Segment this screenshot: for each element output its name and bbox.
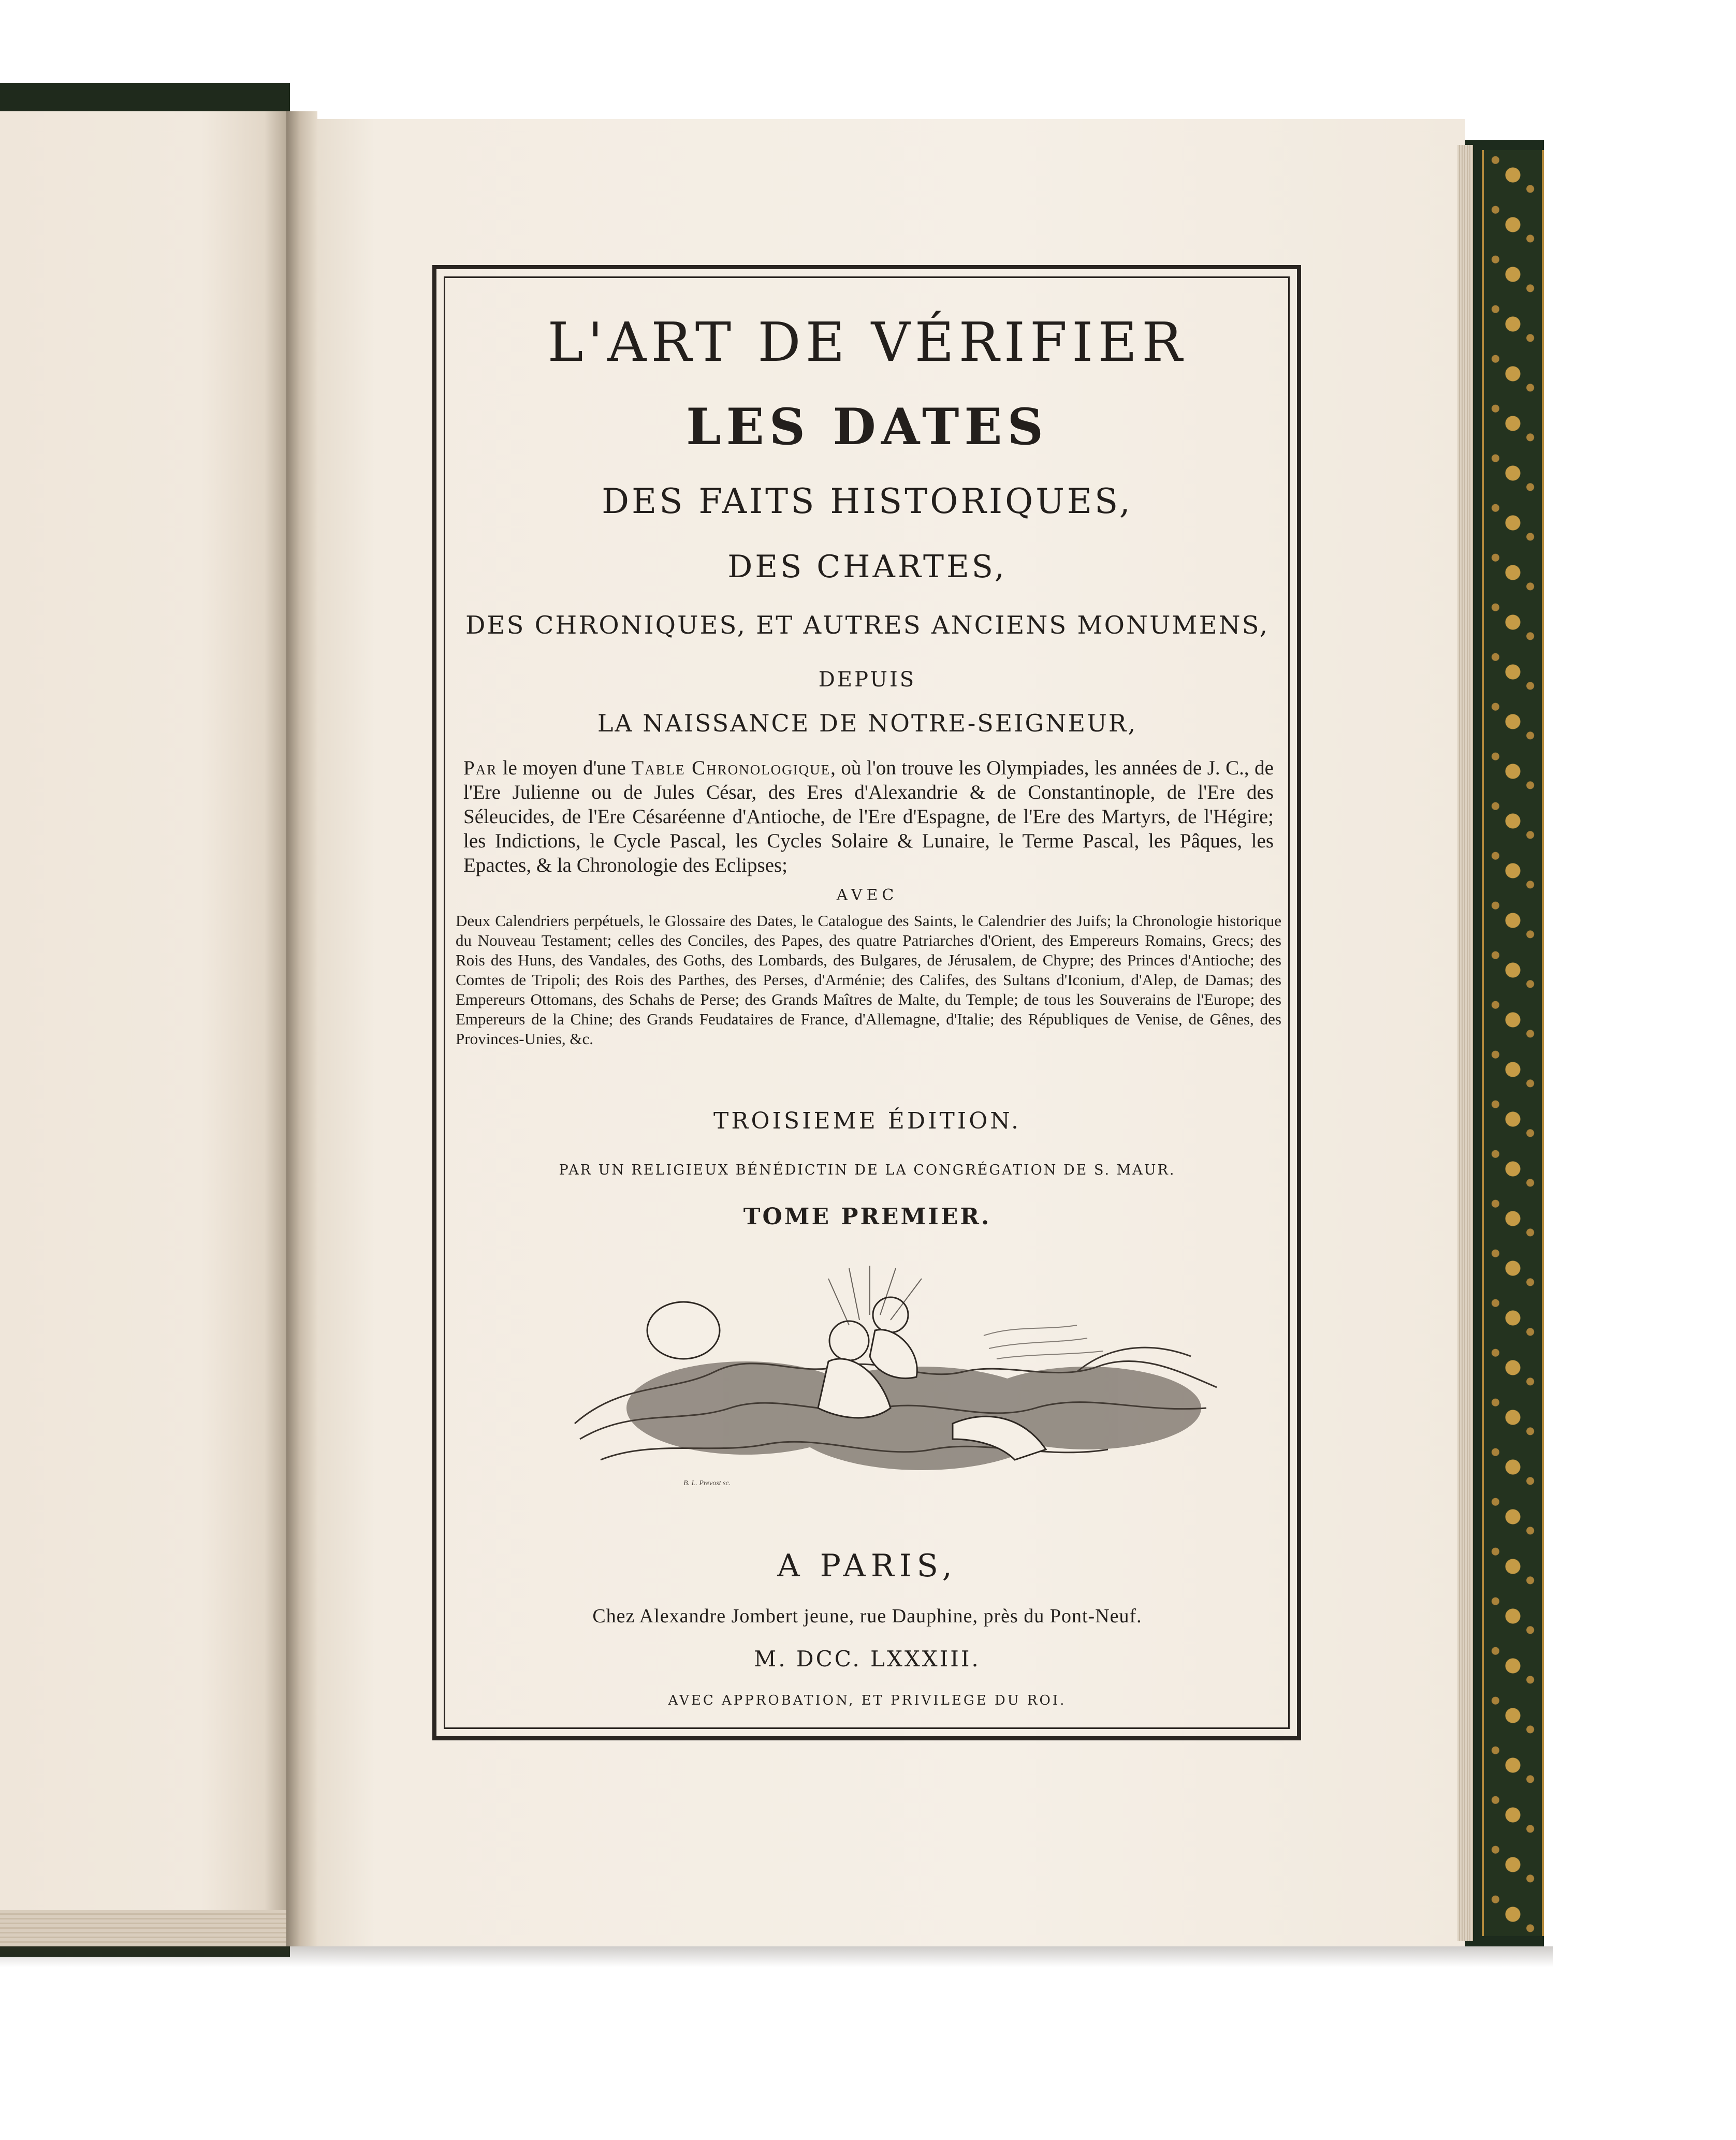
gilt-tooled-border bbox=[1482, 150, 1544, 1936]
title-line-7: LA NAISSANCE DE NOTRE-SEIGNEUR, bbox=[597, 709, 1137, 737]
title-line-6: DEPUIS bbox=[818, 668, 916, 692]
description-paragraph-2: Deux Calendriers perpétuels, le Glossaire des Dates, le Catalogue des Saints, le Calendrier des Juifs; la Chronologie historique du Nouveau Testament; celles des Conciles, des Papes, des quatre Patriarches d'Orient, des Empereurs Romains, Grecs; des Rois des Huns, des Vandales, des Goths, des Lombards, des Bulgares, de Jérusalem, de Chypre; des Princes d'Antioche; des Comtes de Tripoli; des Rois des Parthes, des Perses, d'Arménie; des Califes, des Sultans d'Iconium, d'Alep, de Damas; des Empereurs Ottomans, des Schahs de Perse; des Grands Maîtres de Malte, du Temple; de tous les Souverains de l'Europe; des Empereurs de la Chine; des Grands Feudataires de France, d'Allemagne, d'Italie; des Républiques de Venise, de Gênes, des Provinces-Unies, &c. bbox=[456, 912, 1281, 1048]
para1-mid: le moyen d'une bbox=[497, 757, 632, 779]
left-page bbox=[0, 111, 288, 1946]
avec-heading: AVEC bbox=[836, 886, 898, 904]
imprint-publisher: Chez Alexandre Jombert jeune, rue Dauphine, près du Pont-Neuf. bbox=[592, 1605, 1142, 1627]
volume-line: TOME PREMIER. bbox=[743, 1204, 991, 1230]
imprint-privilege: AVEC APPROBATION, ET PRIVILEGE DU ROI. bbox=[668, 1693, 1067, 1708]
title-line-2: LES DATES bbox=[686, 398, 1048, 456]
engraver-signature: B. L. Prevost sc. bbox=[683, 1479, 731, 1487]
engraved-vignette bbox=[559, 1253, 1232, 1491]
book-shadow bbox=[0, 1946, 1553, 1967]
para1-rest: , où l'on trouve les Olympiades, les années de J. C., de l'Ere Julienne ou de Jules César, des Eres d'Alexandrie & de Constantinople, de l'Ere des Séleucides, de l'Ere Césaréenne d'Antioche, de l'Ere d'Espagne, de l'Ere des Martyrs, de l'Hégire; les Indictions, le Cycle Pascal, les Cycles Solaire & Lunaire, le Terme Pascal, les Pâques, les Epactes, & la Chronologie des Eclipses; bbox=[463, 757, 1274, 876]
title-line-1: L'ART DE VÉRIFIER bbox=[547, 311, 1187, 374]
author-line: PAR UN RELIGIEUX BÉNÉDICTIN DE LA CONGRÉGATION DE S. MAUR. bbox=[559, 1162, 1176, 1178]
edition-line: TROISIEME ÉDITION. bbox=[713, 1108, 1021, 1134]
gutter bbox=[286, 111, 317, 1946]
title-line-3: DES FAITS HISTORIQUES, bbox=[602, 481, 1133, 521]
title-line-4: DES CHARTES, bbox=[727, 549, 1007, 585]
para1-table: Table Chronologique bbox=[631, 757, 831, 779]
title-line-5: DES CHRONIQUES, ET AUTRES ANCIENS MONUMENS, bbox=[465, 611, 1270, 640]
right-page-edges bbox=[1457, 145, 1473, 1941]
left-page-edges bbox=[0, 1910, 290, 1946]
imprint-year: M. DCC. LXXXIII. bbox=[754, 1646, 981, 1672]
para1-lead: Par bbox=[463, 757, 498, 779]
description-paragraph-1 bbox=[463, 756, 1274, 877]
imprint-place: A PARIS, bbox=[777, 1548, 957, 1584]
